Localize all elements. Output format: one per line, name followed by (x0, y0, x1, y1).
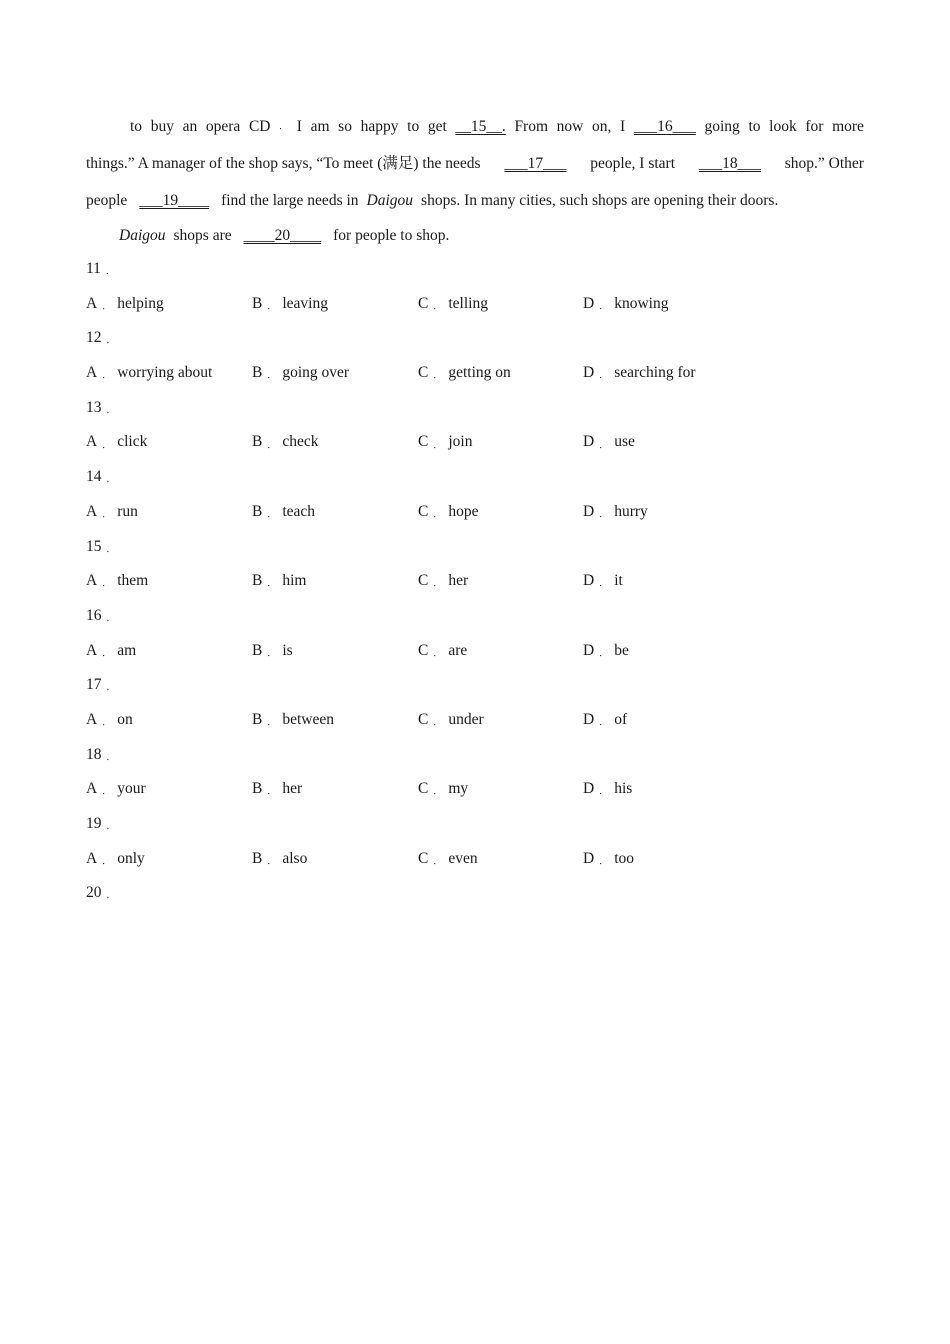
option-letter: C (418, 294, 429, 312)
option-text: too (614, 849, 635, 867)
option-text: under (448, 710, 484, 728)
option-text: her (282, 780, 303, 798)
option-row (86, 634, 866, 669)
blank-18: ___18___ (698, 155, 761, 172)
option-a[interactable] (86, 425, 147, 460)
option-c[interactable] (418, 634, 467, 669)
question-number-text: 12 (86, 329, 102, 347)
option-text: run (117, 502, 138, 520)
option-text: check (282, 433, 319, 451)
option-letter: A (86, 641, 98, 659)
passage-text: shop.” Other (784, 155, 864, 172)
option-separator: ． (599, 717, 609, 728)
option-separator: ． (599, 578, 609, 589)
option-b[interactable] (252, 564, 306, 599)
option-text: are (448, 641, 468, 659)
option-text: be (614, 641, 629, 659)
blank-20: ____20____ (243, 227, 322, 244)
option-text: telling (448, 294, 488, 312)
option-c[interactable] (418, 425, 472, 460)
option-text: use (614, 433, 635, 451)
word: going (704, 118, 740, 135)
option-b[interactable] (252, 634, 293, 669)
option-separator: ． (102, 855, 112, 866)
option-text: click (117, 433, 148, 451)
word: From (514, 118, 549, 135)
option-letter: B (252, 849, 263, 867)
blank-19: ___19____ (139, 192, 210, 209)
option-letter: D (583, 572, 595, 590)
option-separator: ． (433, 855, 443, 866)
question-number-text: 20 (86, 884, 102, 902)
option-row (86, 564, 866, 599)
question-number-text: 15 (86, 537, 102, 555)
option-separator: ． (599, 855, 609, 866)
option-letter: A (86, 780, 98, 798)
option-text: it (614, 572, 623, 590)
option-separator: ． (267, 300, 277, 311)
option-separator: ． (102, 786, 112, 797)
word: to (130, 118, 143, 135)
option-text: teach (282, 502, 316, 520)
option-a[interactable] (86, 703, 133, 738)
option-text: join (448, 433, 473, 451)
word: get (427, 118, 447, 135)
option-separator: ． (267, 647, 277, 658)
option-letter: A (86, 572, 98, 590)
option-a[interactable] (86, 356, 212, 391)
word: on, (592, 118, 612, 135)
question-separator: ． (106, 682, 116, 693)
word: CD (248, 118, 271, 135)
option-c[interactable] (418, 703, 484, 738)
option-letter: B (252, 710, 263, 728)
option-c[interactable] (418, 356, 511, 391)
question-number-text: 14 (86, 468, 102, 486)
question-number (86, 668, 866, 703)
option-separator: ． (267, 855, 277, 866)
passage-line-3 (86, 182, 864, 219)
option-b[interactable] (252, 287, 328, 322)
option-letter: A (86, 433, 98, 451)
blank-15: __15__. (455, 118, 506, 135)
word: for (805, 118, 824, 135)
option-separator: ． (267, 508, 277, 519)
option-text: getting on (448, 364, 511, 382)
option-letter: D (583, 433, 595, 451)
option-text: hurry (614, 502, 648, 520)
option-letter: C (418, 710, 429, 728)
option-text: worrying about (117, 364, 213, 382)
question-separator: ． (105, 266, 115, 277)
word: look (769, 118, 797, 135)
option-letter: A (86, 710, 98, 728)
option-separator: ． (599, 786, 609, 797)
option-separator: ． (433, 647, 443, 658)
word: so (338, 118, 352, 135)
question-list (86, 252, 866, 911)
word: am (310, 118, 330, 135)
option-a[interactable] (86, 842, 145, 877)
option-a[interactable] (86, 287, 164, 322)
option-text: only (117, 849, 145, 867)
question-number (86, 460, 866, 495)
option-text: is (282, 641, 293, 659)
option-separator: ． (599, 370, 609, 381)
passage-text: shops are (173, 227, 232, 244)
option-letter: A (86, 364, 98, 382)
word: I (296, 118, 302, 135)
word: to (748, 118, 761, 135)
option-text: your (117, 780, 146, 798)
option-d[interactable] (583, 703, 627, 738)
word: more (832, 118, 864, 135)
option-separator: ． (102, 300, 112, 311)
option-letter: D (583, 780, 595, 798)
option-separator: ． (433, 508, 443, 519)
question-number (86, 876, 866, 911)
option-separator: ． (102, 370, 112, 381)
option-text: between (282, 710, 334, 728)
option-separator: ． (599, 647, 609, 658)
option-row (86, 356, 866, 391)
passage-text: find the large needs in (221, 192, 359, 209)
option-letter: C (418, 364, 429, 382)
question-number (86, 738, 866, 773)
option-b[interactable] (252, 425, 319, 460)
option-separator: ． (433, 370, 443, 381)
option-separator: ． (599, 508, 609, 519)
word: an (182, 118, 198, 135)
question-separator: ． (106, 543, 116, 554)
option-separator: ． (433, 717, 443, 728)
option-d[interactable] (583, 495, 648, 530)
option-separator: ． (267, 370, 277, 381)
word: now (556, 118, 584, 135)
option-letter: B (252, 780, 263, 798)
question-separator: ． (106, 404, 116, 415)
option-separator: ． (102, 508, 112, 519)
question-number-text: 13 (86, 398, 102, 416)
option-text: hope (448, 502, 479, 520)
word: to (407, 118, 420, 135)
option-row (86, 772, 866, 807)
option-text: of (614, 710, 628, 728)
option-letter: B (252, 641, 263, 659)
option-text: going over (282, 364, 350, 382)
option-text: knowing (614, 294, 669, 312)
option-separator: ． (267, 439, 277, 450)
option-d[interactable] (583, 772, 632, 807)
blank-16: ___16___ (633, 118, 696, 135)
word: buy (150, 118, 174, 135)
question-separator: ． (106, 890, 116, 901)
question-separator: ． (106, 821, 116, 832)
option-letter: B (252, 433, 263, 451)
option-row (86, 842, 866, 877)
question-number (86, 252, 866, 287)
option-text: helping (117, 294, 164, 312)
option-separator: ． (267, 786, 277, 797)
passage-text: people (86, 192, 128, 209)
question-number (86, 599, 866, 634)
option-separator: ． (102, 439, 112, 450)
option-text: leaving (282, 294, 328, 312)
option-row (86, 495, 866, 530)
question-number (86, 807, 866, 842)
option-letter: D (583, 364, 595, 382)
option-letter: D (583, 710, 595, 728)
question-separator: ． (106, 474, 116, 485)
question-number-text: 11 (86, 260, 101, 277)
option-c[interactable] (418, 772, 468, 807)
passage-text: for people to shop. (333, 227, 450, 244)
option-letter: D (583, 641, 595, 659)
option-letter: C (418, 572, 429, 590)
option-letter: B (252, 502, 263, 520)
option-letter: D (583, 294, 595, 312)
passage-line-4 (86, 219, 864, 253)
option-letter: C (418, 502, 429, 520)
question-separator: ． (106, 335, 116, 346)
option-text: his (614, 780, 633, 798)
word: I (620, 118, 626, 135)
option-letter: A (86, 849, 98, 867)
option-d[interactable] (583, 425, 635, 460)
option-letter: A (86, 294, 98, 312)
option-letter: B (252, 364, 263, 382)
option-b[interactable] (252, 703, 334, 738)
option-letter: C (418, 641, 429, 659)
option-separator: ． (267, 717, 277, 728)
option-separator: ． (433, 300, 443, 311)
option-separator: ． (433, 439, 443, 450)
option-d[interactable] (583, 564, 623, 599)
option-text: am (117, 641, 137, 659)
option-text: her (448, 572, 469, 590)
option-letter: B (252, 572, 263, 590)
question-number-text: 17 (86, 676, 102, 694)
option-a[interactable] (86, 634, 136, 669)
passage-text: people, I start (590, 155, 676, 172)
option-separator: ． (433, 786, 443, 797)
option-b[interactable] (252, 772, 302, 807)
option-text: even (448, 849, 478, 867)
option-separator: ． (599, 300, 609, 311)
option-letter: D (583, 849, 595, 867)
option-d[interactable] (583, 634, 629, 669)
option-row (86, 703, 866, 738)
option-separator: ． (102, 717, 112, 728)
question-number (86, 391, 866, 426)
option-d[interactable] (583, 356, 696, 391)
option-text: him (282, 572, 307, 590)
question-number-text: 16 (86, 606, 102, 624)
question-separator: ． (106, 751, 116, 762)
option-letter: C (418, 433, 429, 451)
passage-line-1 (86, 108, 864, 145)
option-row (86, 287, 866, 322)
option-text: my (448, 780, 469, 798)
option-a[interactable] (86, 495, 138, 530)
option-text: also (282, 849, 308, 867)
passage-line-2 (86, 145, 864, 182)
option-separator: ． (599, 439, 609, 450)
option-letter: B (252, 294, 263, 312)
option-letter: A (86, 502, 98, 520)
word: happy (360, 118, 399, 135)
word: ． (279, 121, 289, 131)
option-separator: ． (433, 578, 443, 589)
cloze-passage (86, 108, 864, 253)
blank-17: ___17___ (504, 155, 567, 172)
option-b[interactable] (252, 842, 307, 877)
option-c[interactable] (418, 564, 468, 599)
option-separator: ． (267, 578, 277, 589)
option-separator: ． (102, 647, 112, 658)
option-c[interactable] (418, 842, 478, 877)
option-d[interactable] (583, 287, 668, 322)
option-text: them (117, 572, 149, 590)
option-letter: C (418, 849, 429, 867)
option-b[interactable] (252, 495, 315, 530)
option-text: searching for (614, 364, 696, 382)
option-a[interactable] (86, 772, 146, 807)
word: opera (205, 118, 241, 135)
option-text: on (117, 710, 133, 728)
question-number-text: 18 (86, 745, 102, 763)
option-row (86, 425, 866, 460)
passage-text: things.” A manager of the shop says, “To meet (满足) the needs (86, 155, 481, 172)
passage-text: shops. In many cities, such shops are opening their doors. (421, 192, 779, 209)
option-a[interactable] (86, 564, 148, 599)
question-number (86, 530, 866, 565)
option-b[interactable] (252, 356, 349, 391)
question-separator: ． (106, 612, 116, 623)
option-letter: D (583, 502, 595, 520)
question-number (86, 321, 866, 356)
option-d[interactable] (583, 842, 634, 877)
passage-italic-term: Daigou (119, 227, 166, 244)
passage-italic-term: Daigou (366, 192, 414, 209)
question-number-text: 19 (86, 815, 102, 832)
option-c[interactable] (418, 287, 488, 322)
option-c[interactable] (418, 495, 479, 530)
option-letter: C (418, 780, 429, 798)
option-separator: ． (102, 578, 112, 589)
